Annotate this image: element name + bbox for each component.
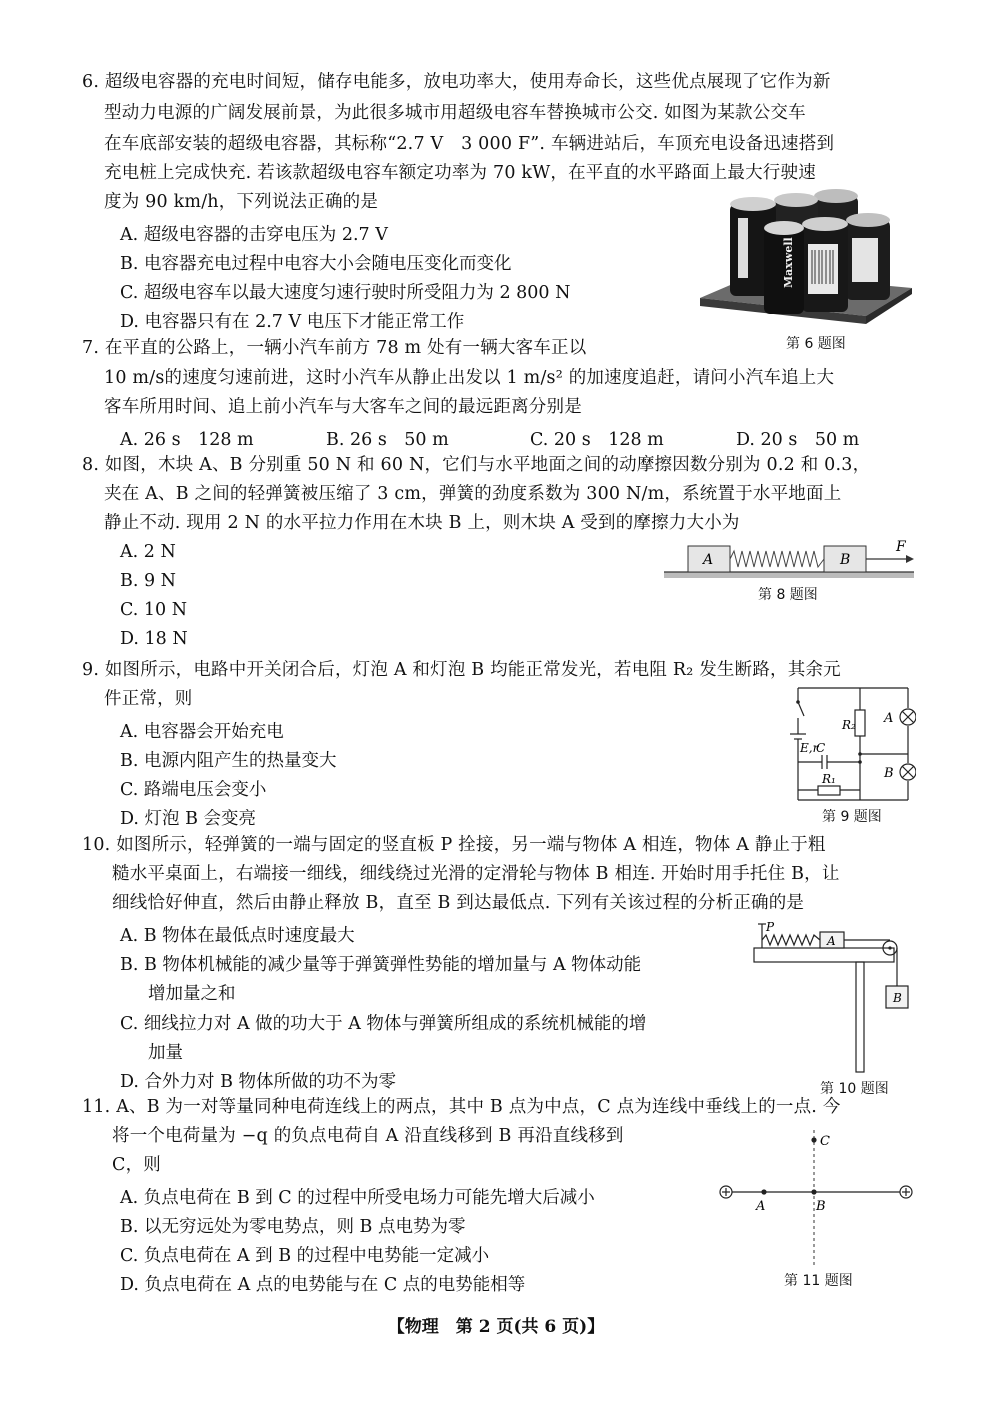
q10-line-3: 细线恰好伸直，然后由静止释放 B，直至 B 到达最低点. 下列有关该过程的分析正确的是: [112, 893, 805, 913]
label-b: B: [816, 1199, 826, 1214]
point-c: [811, 1137, 816, 1142]
q6-line-3: 在车底部安装的超级电容器，其标称“2.7 V 3 000 F”. 车辆进站后，车顶充电设备迅速搭到: [104, 134, 835, 154]
q6-figure-caption: 第 6 题图: [786, 336, 846, 352]
page-footer: 【物理 第 2 页(共 6 页)】: [387, 1317, 605, 1337]
q9-circuit: [786, 682, 916, 806]
q10-option-c: C. 细线拉力对 A 做的功大于 A 物体与弹簧所组成的系统机械能的增: [120, 1014, 647, 1034]
label-lamp-a: A: [884, 711, 894, 726]
q8-line-3: 静止不动. 现用 2 N 的水平拉力作用在木块 B 上，则木块 A 受到的摩擦力大小为: [104, 513, 740, 533]
q11-option-b: B. 以无穷远处为零电势点，则 B 点电势为零: [120, 1217, 466, 1237]
spring: [730, 551, 824, 567]
q7-option-b: B. 26 s 50 m: [326, 430, 449, 450]
q10-figure-caption: 第 10 题图: [820, 1081, 889, 1097]
capacitor-brand: Maxwell: [782, 237, 795, 288]
q10-line-1: 10. 如图所示，轻弹簧的一端与固定的竖直板 P 拴接，另一端与物体 A 相连，物体 A 静止于粗: [82, 835, 826, 855]
q7-line-2: 10 m/s的速度匀速前进，这时小汽车从静止出发以 1 m/s² 的加速度追赶，请问小汽车追上大: [104, 368, 835, 388]
label-f: F: [896, 539, 906, 555]
q6-option-a: A. 超级电容器的击穿电压为 2.7 V: [120, 225, 388, 245]
label-a: A: [703, 552, 714, 568]
q7-option-d: D. 20 s 50 m: [736, 430, 860, 450]
q6-option-c: C. 超级电容车以最大速度匀速行驶时所受阻力为 2 800 N: [120, 283, 571, 303]
q10-option-b-cont: 增加量之和: [148, 984, 236, 1004]
q8-line-2: 夹在 A、B 之间的轻弹簧被压缩了 3 cm，弹簧的劲度系数为 300 N/m，系统置于水平地面上: [104, 484, 842, 504]
capacitor-photo: [696, 188, 916, 328]
label-c: C: [820, 1134, 830, 1149]
q11-option-d: D. 负点电荷在 A 点的电势能与在 C 点的电势能相等: [120, 1275, 526, 1295]
q6-option-d: D. 电容器只有在 2.7 V 电压下才能正常工作: [120, 312, 465, 332]
q11-line-2: 将一个电荷量为 −q 的负点电荷自 A 沿直线移到 B 再沿直线移到: [112, 1126, 624, 1146]
q9-figure-caption: 第 9 题图: [822, 809, 882, 825]
label-b: B: [893, 991, 902, 1005]
q6-line-4: 充电桩上完成快充. 若该款超级电容车额定功率为 70 kW，在平直的水平路面上最大行驶速: [104, 163, 816, 183]
q6-line-1: 6. 超级电容器的充电时间短，储存电能多，放电功率大，使用寿命长，这些优点展现了它作为新: [82, 72, 831, 92]
q9-line-1: 9. 如图所示，电路中开关闭合后，灯泡 A 和灯泡 B 均能正常发光，若电阻 R₂ 发生断路，其余元: [82, 660, 841, 680]
q9-option-d: D. 灯泡 B 会变亮: [120, 809, 257, 829]
q6-line-5: 度为 90 km/h，下列说法正确的是: [104, 192, 379, 212]
q8-option-d: D. 18 N: [120, 629, 188, 649]
label-a: A: [756, 1199, 766, 1214]
q11-line-1: 11. A、B 为一对等量同种电荷连线上的两点，其中 B 点为中点，C 点为连线中垂线上的一点. 今: [82, 1097, 841, 1117]
point-b: [811, 1189, 816, 1194]
q7-option-c: C. 20 s 128 m: [530, 430, 664, 450]
q10-option-c-cont: 加量: [148, 1043, 183, 1063]
label-r2: R₂: [842, 718, 856, 732]
label-a: A: [827, 934, 836, 948]
q11-figure-caption: 第 11 题图: [784, 1273, 853, 1289]
q11-figure: [712, 1126, 918, 1272]
q11-option-a: A. 负点电荷在 B 到 C 的过程中所受电场力可能先增大后减小: [120, 1188, 595, 1208]
q9-option-b: B. 电源内阻产生的热量变大: [120, 751, 337, 771]
label-er: E,r: [800, 741, 819, 755]
q9-option-c: C. 路端电压会变小: [120, 780, 267, 800]
q9-line-2: 件正常，则: [104, 689, 193, 709]
label-lamp-b: B: [884, 766, 894, 781]
q7-line-3: 客车所用时间、追上前小汽车与大客车之间的最远距离分别是: [104, 397, 582, 417]
q11-option-c: C. 负点电荷在 A 到 B 的过程中电势能一定减小: [120, 1246, 490, 1266]
label-r1: R₁: [822, 772, 836, 786]
q8-option-b: B. 9 N: [120, 571, 176, 591]
label-p: P: [766, 920, 775, 934]
q8-option-c: C. 10 N: [120, 600, 188, 620]
q8-figure: [660, 538, 916, 582]
point-a: [761, 1189, 766, 1194]
label-b: B: [840, 552, 851, 568]
q10-option-b: B. B 物体机械能的减少量等于弹簧弹性势能的增加量与 A 物体动能: [120, 955, 642, 975]
q10-line-2: 糙水平桌面上，右端接一细线，细线绕过光滑的定滑轮与物体 B 相连. 开始时用手托住 B，让: [112, 864, 840, 884]
label-c: C: [816, 741, 826, 755]
q8-line-1: 8. 如图，木块 A、B 分别重 50 N 和 60 N，它们与水平地面之间的动摩擦因数分别为 0.2 和 0.3，: [82, 455, 871, 475]
q9-option-a: A. 电容器会开始充电: [120, 722, 284, 742]
q10-option-d: D. 合外力对 B 物体所做的功不为零: [120, 1072, 397, 1092]
q10-option-a: A. B 物体在最低点时速度最大: [120, 926, 355, 946]
q7-line-1: 7. 在平直的公路上，一辆小汽车前方 78 m 处有一辆大客车正以: [82, 338, 587, 358]
q11-line-3: C，则: [112, 1155, 161, 1175]
q7-option-a: A. 26 s 128 m: [120, 430, 254, 450]
q8-option-a: A. 2 N: [120, 542, 176, 562]
q6-option-b: B. 电容器充电过程中电容大小会随电压变化而变化: [120, 254, 512, 274]
q6-line-2: 型动力电源的广阔发展前景，为此很多城市用超级电容车替换城市公交. 如图为某款公交车: [104, 103, 806, 123]
q8-figure-caption: 第 8 题图: [758, 587, 818, 603]
q10-figure: [748, 918, 918, 1074]
